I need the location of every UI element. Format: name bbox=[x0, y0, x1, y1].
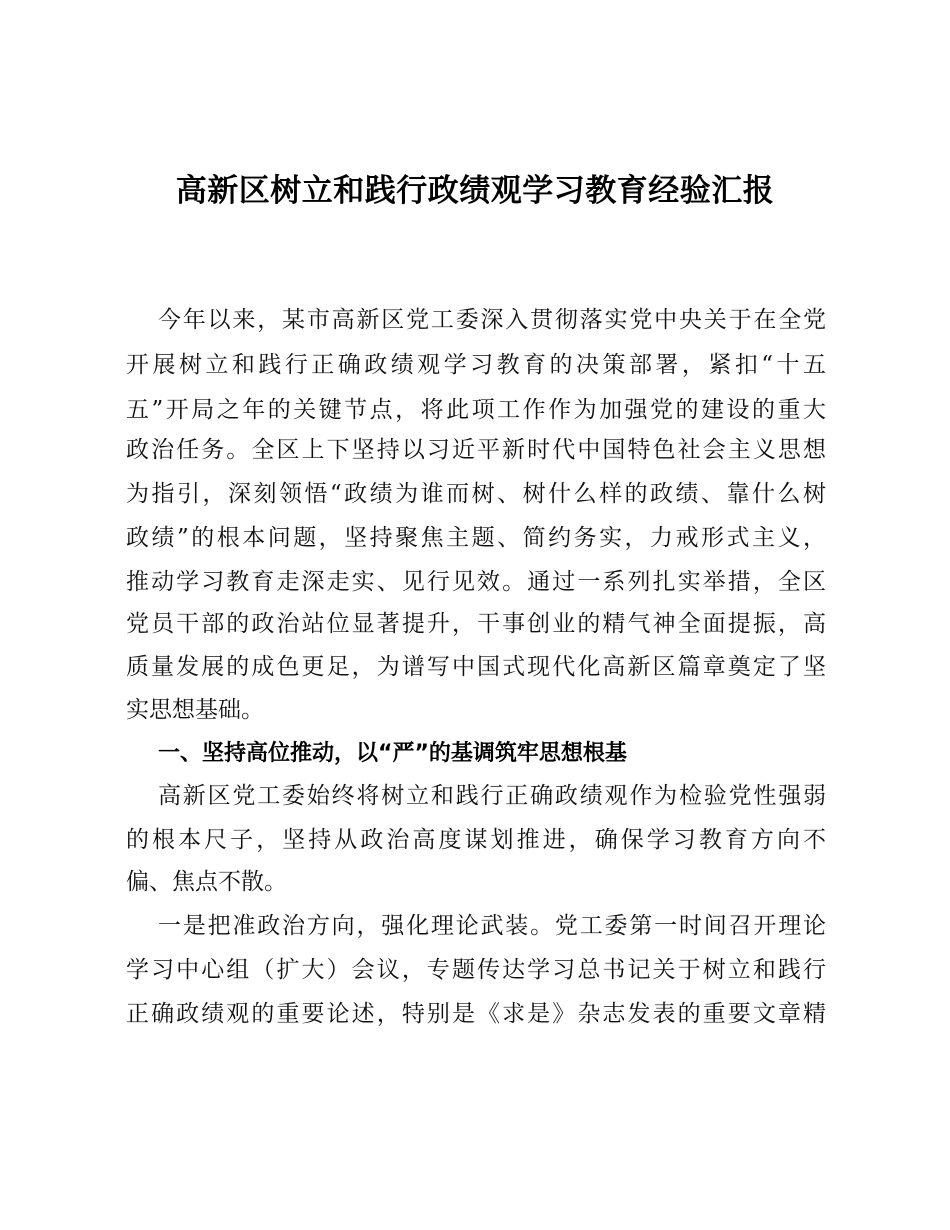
paragraph-line: 的根本尺子，坚持从政治高度谋划推进，确保学习教育方向不 bbox=[126, 827, 826, 853]
paragraph-line: 政绩”的根本问题，坚持聚焦主题、简约务实，力戒形式主义， bbox=[126, 525, 826, 551]
paragraph-line: 学习中心组（扩大）会议，专题传达学习总书记关于树立和践行 bbox=[126, 957, 826, 983]
paragraph-line: 五”开局之年的关键节点，将此项工作作为加强党的建设的重大 bbox=[126, 397, 826, 423]
paragraph-line: 质量发展的成色更足，为谱写中国式现代化高新区篇章奠定了坚 bbox=[126, 654, 826, 680]
paragraph-line: 政治任务。全区上下坚持以习近平新时代中国特色社会主义思想 bbox=[126, 437, 826, 463]
paragraph-line: 偏、焦点不散。 bbox=[126, 869, 287, 895]
section-heading: 一、坚持高位推动，以“严”的基调筑牢思想根基 bbox=[158, 741, 627, 766]
paragraph-line: 今年以来，某市高新区党工委深入贯彻落实党中央关于在全党 bbox=[158, 307, 826, 333]
paragraph-line: 党员干部的政治站位显著提升，干事创业的精气神全面提振，高 bbox=[126, 611, 826, 637]
paragraph-line: 开展树立和践行正确政绩观学习教育的决策部署，紧扣“十五 bbox=[126, 352, 826, 378]
document-title: 高新区树立和践行政绩观学习教育经验汇报 bbox=[175, 173, 775, 209]
paragraph-line: 正确政绩观的重要论述，特别是《求是》杂志发表的重要文章精 bbox=[126, 1001, 826, 1027]
paragraph-line: 实思想基础。 bbox=[126, 697, 264, 723]
paragraph-line: 一是把准政治方向，强化理论武装。党工委第一时间召开理论 bbox=[158, 913, 826, 939]
paragraph-line: 推动学习教育走深走实、见行见效。通过一系列扎实举措，全区 bbox=[126, 569, 826, 595]
paragraph-line: 为指引，深刻领悟“政绩为谁而树、树什么样的政绩、靠什么树 bbox=[126, 481, 826, 507]
paragraph-line: 高新区党工委始终将树立和践行正确政绩观作为检验党性强弱 bbox=[158, 783, 826, 809]
